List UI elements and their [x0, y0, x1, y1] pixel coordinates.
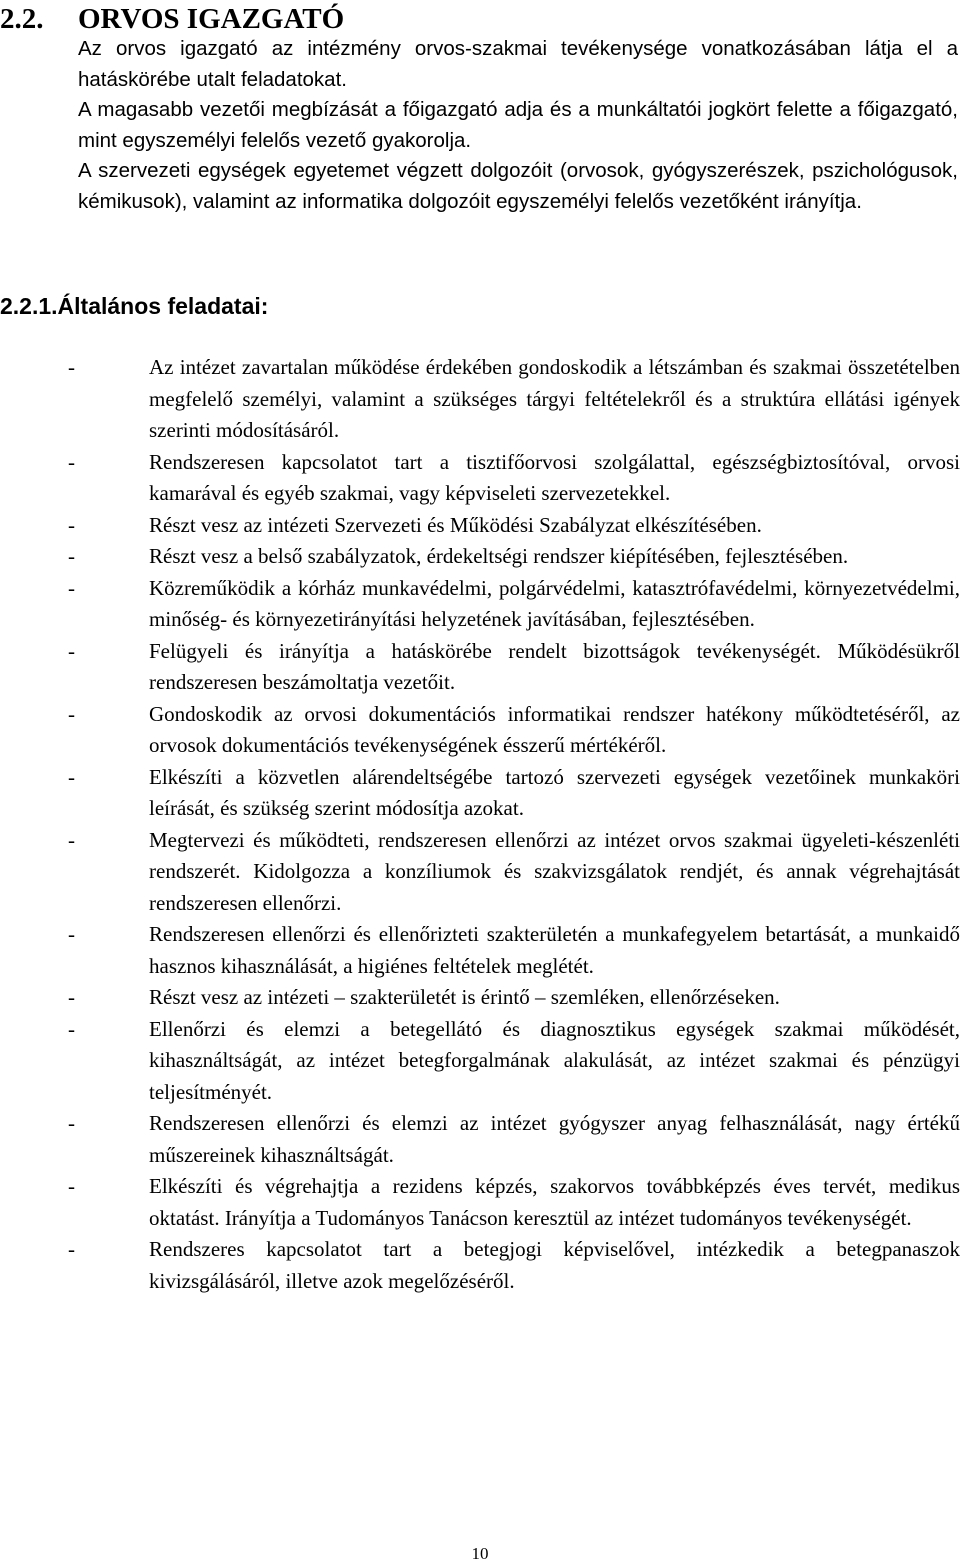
list-item-text: Az intézet zavartalan működése érdekében gondoskodik a létszámban és szakmai összetételben megfelelő személyi, valamint a szükséges tárgyi feltételekről és a struktúra ellátási igények szerinti módosításáról.: [149, 355, 960, 442]
list-item-text: Megtervezi és működteti, rendszeresen ellenőrzi az intézet orvos szakmai ügyeleti-készenléti rendszerét. Kidolgozza a konzíliumok és szakvizsgálatok rendjét, és annak végrehajtását rendszeresen ellenőrzi.: [149, 827, 960, 915]
list-marker: -: [68, 1174, 75, 1198]
list-item-text: Részt vesz az intézeti Szervezeti és Működési Szabályzat elkészítésében.: [149, 512, 762, 537]
intro-text: [78, 34, 958, 217]
list-item-text: Rendszeresen kapcsolatot tart a tisztifőorvosi szolgálattal, egészségbiztosítóval, orvosi kamarával és egyéb szakmai, vagy képviseleti szervezetekkel.: [149, 449, 960, 505]
list-item: [0, 699, 960, 762]
list-marker: -: [68, 701, 75, 726]
list-item-text: Gondoskodik az orvosi dokumentációs informatikai rendszer hatékony működtetéséről, az orvosok dokumentációs tevékenységének ésszerű mértékéről.: [149, 701, 960, 757]
list-marker: -: [68, 827, 75, 852]
list-marker: -: [68, 1111, 75, 1135]
list-item: [0, 762, 960, 825]
section-heading: [0, 2, 344, 36]
list-item-text: Elkészíti és végrehajtja a rezidens képzés, szakorvos továbbképzés éves tervét, medikus oktatást. Irányítja a Tudományos Tanácson keresztül az intézet tudományos tevékenységét.: [149, 1174, 960, 1230]
section-number: 2.2.: [0, 3, 44, 35]
list-item-text: Közreműködik a kórház munkavédelmi, polgárvédelmi, katasztrófavédelmi, környezetvédelmi, minőség- és környezetirányítási helyzetének javításában, fejlesztésében.: [149, 575, 960, 631]
list-marker: -: [68, 1237, 75, 1261]
list-item: [0, 982, 960, 1014]
list-item: [0, 541, 960, 573]
list-marker: -: [68, 575, 75, 600]
list-item: [0, 1014, 960, 1109]
list-item: [0, 825, 960, 920]
list-item-text: Felügyeli és irányítja a hatáskörébe rendelt bizottságok tevékenységét. Működésükről rendszeresen beszámoltatja vezetőit.: [149, 638, 960, 694]
list-marker: -: [68, 764, 75, 789]
list-marker: -: [68, 512, 75, 537]
section-title: ORVOS IGAZGATÓ: [78, 3, 345, 35]
list-item: [0, 1171, 960, 1234]
list-item: [0, 447, 960, 510]
list-item-text: Rendszeresen ellenőrzi és ellenőrizteti szakterületén a munkafegyelem betartását, a munkaidő hasznos kihasználását, a higiénes feltételek meglétét.: [149, 922, 960, 978]
intro-paragraph: A szervezeti egységek egyetemet végzett dolgozóit (orvosok, gyógyszerészek, pszichológusok, kémikusok), valamint az informatika dolgozóit egyszemélyi felelős vezetőként irányítja.: [78, 159, 958, 213]
list-marker: -: [68, 449, 75, 474]
list-marker: -: [68, 638, 75, 663]
list-item: [0, 636, 960, 699]
list-item: [0, 919, 960, 982]
list-item: [0, 573, 960, 636]
intro-paragraph: A magasabb vezetői megbízását a főigazgató adja és a munkáltatói jogkört felette a főigazgató, mint egyszemélyi felelős vezető gyakorolja.: [78, 98, 958, 152]
list-marker: -: [68, 355, 75, 379]
subsection-title: 2.2.1.Általános feladatai:: [0, 293, 269, 319]
list-item-text: Ellenőrzi és elemzi a betegellátó és diagnosztikus egységek szakmai működését, kihasználtságát, az intézet betegforgalmának alakulását, az intézet szakmai és pénzügyi teljesítményét.: [149, 1016, 960, 1104]
list-item-text: Elkészíti a közvetlen alárendeltségébe tartozó szervezeti egységek vezetőinek munkaköri leírását, és szükség szerint módosítja azokat.: [149, 764, 960, 820]
list-marker: -: [68, 985, 75, 1009]
list-item: [0, 1234, 960, 1297]
list-item-text: Részt vesz a belső szabályzatok, érdekeltségi rendszer kiépítésében, fejlesztésében.: [149, 544, 849, 568]
list-marker: -: [68, 1016, 75, 1041]
list-item-text: Részt vesz az intézeti – szakterületét is érintő – szemléken, ellenőrzéseken.: [149, 985, 780, 1009]
list-marker: -: [68, 922, 75, 946]
list-item-text: Rendszeresen ellenőrzi és elemzi az intézet gyógyszer anyag felhasználását, nagy értékű műszereinek kihasználtságát.: [149, 1111, 960, 1167]
page-number: 10: [471, 1544, 489, 1563]
list-marker: -: [68, 544, 75, 568]
list-item: [0, 1108, 960, 1171]
list-item: [0, 352, 960, 447]
list-item: [0, 510, 960, 542]
intro-paragraph: Az orvos igazgató az intézmény orvos-szakmai tevékenysége vonatkozásában látja el a hatáskörébe utalt feladatokat.: [78, 37, 958, 91]
list-item-text: Rendszeres kapcsolatot tart a betegjogi képviselővel, intézkedik a betegpanaszok kivizsgálásáról, illetve azok megelőzéséről.: [149, 1237, 960, 1293]
duties-list: [0, 352, 960, 1297]
